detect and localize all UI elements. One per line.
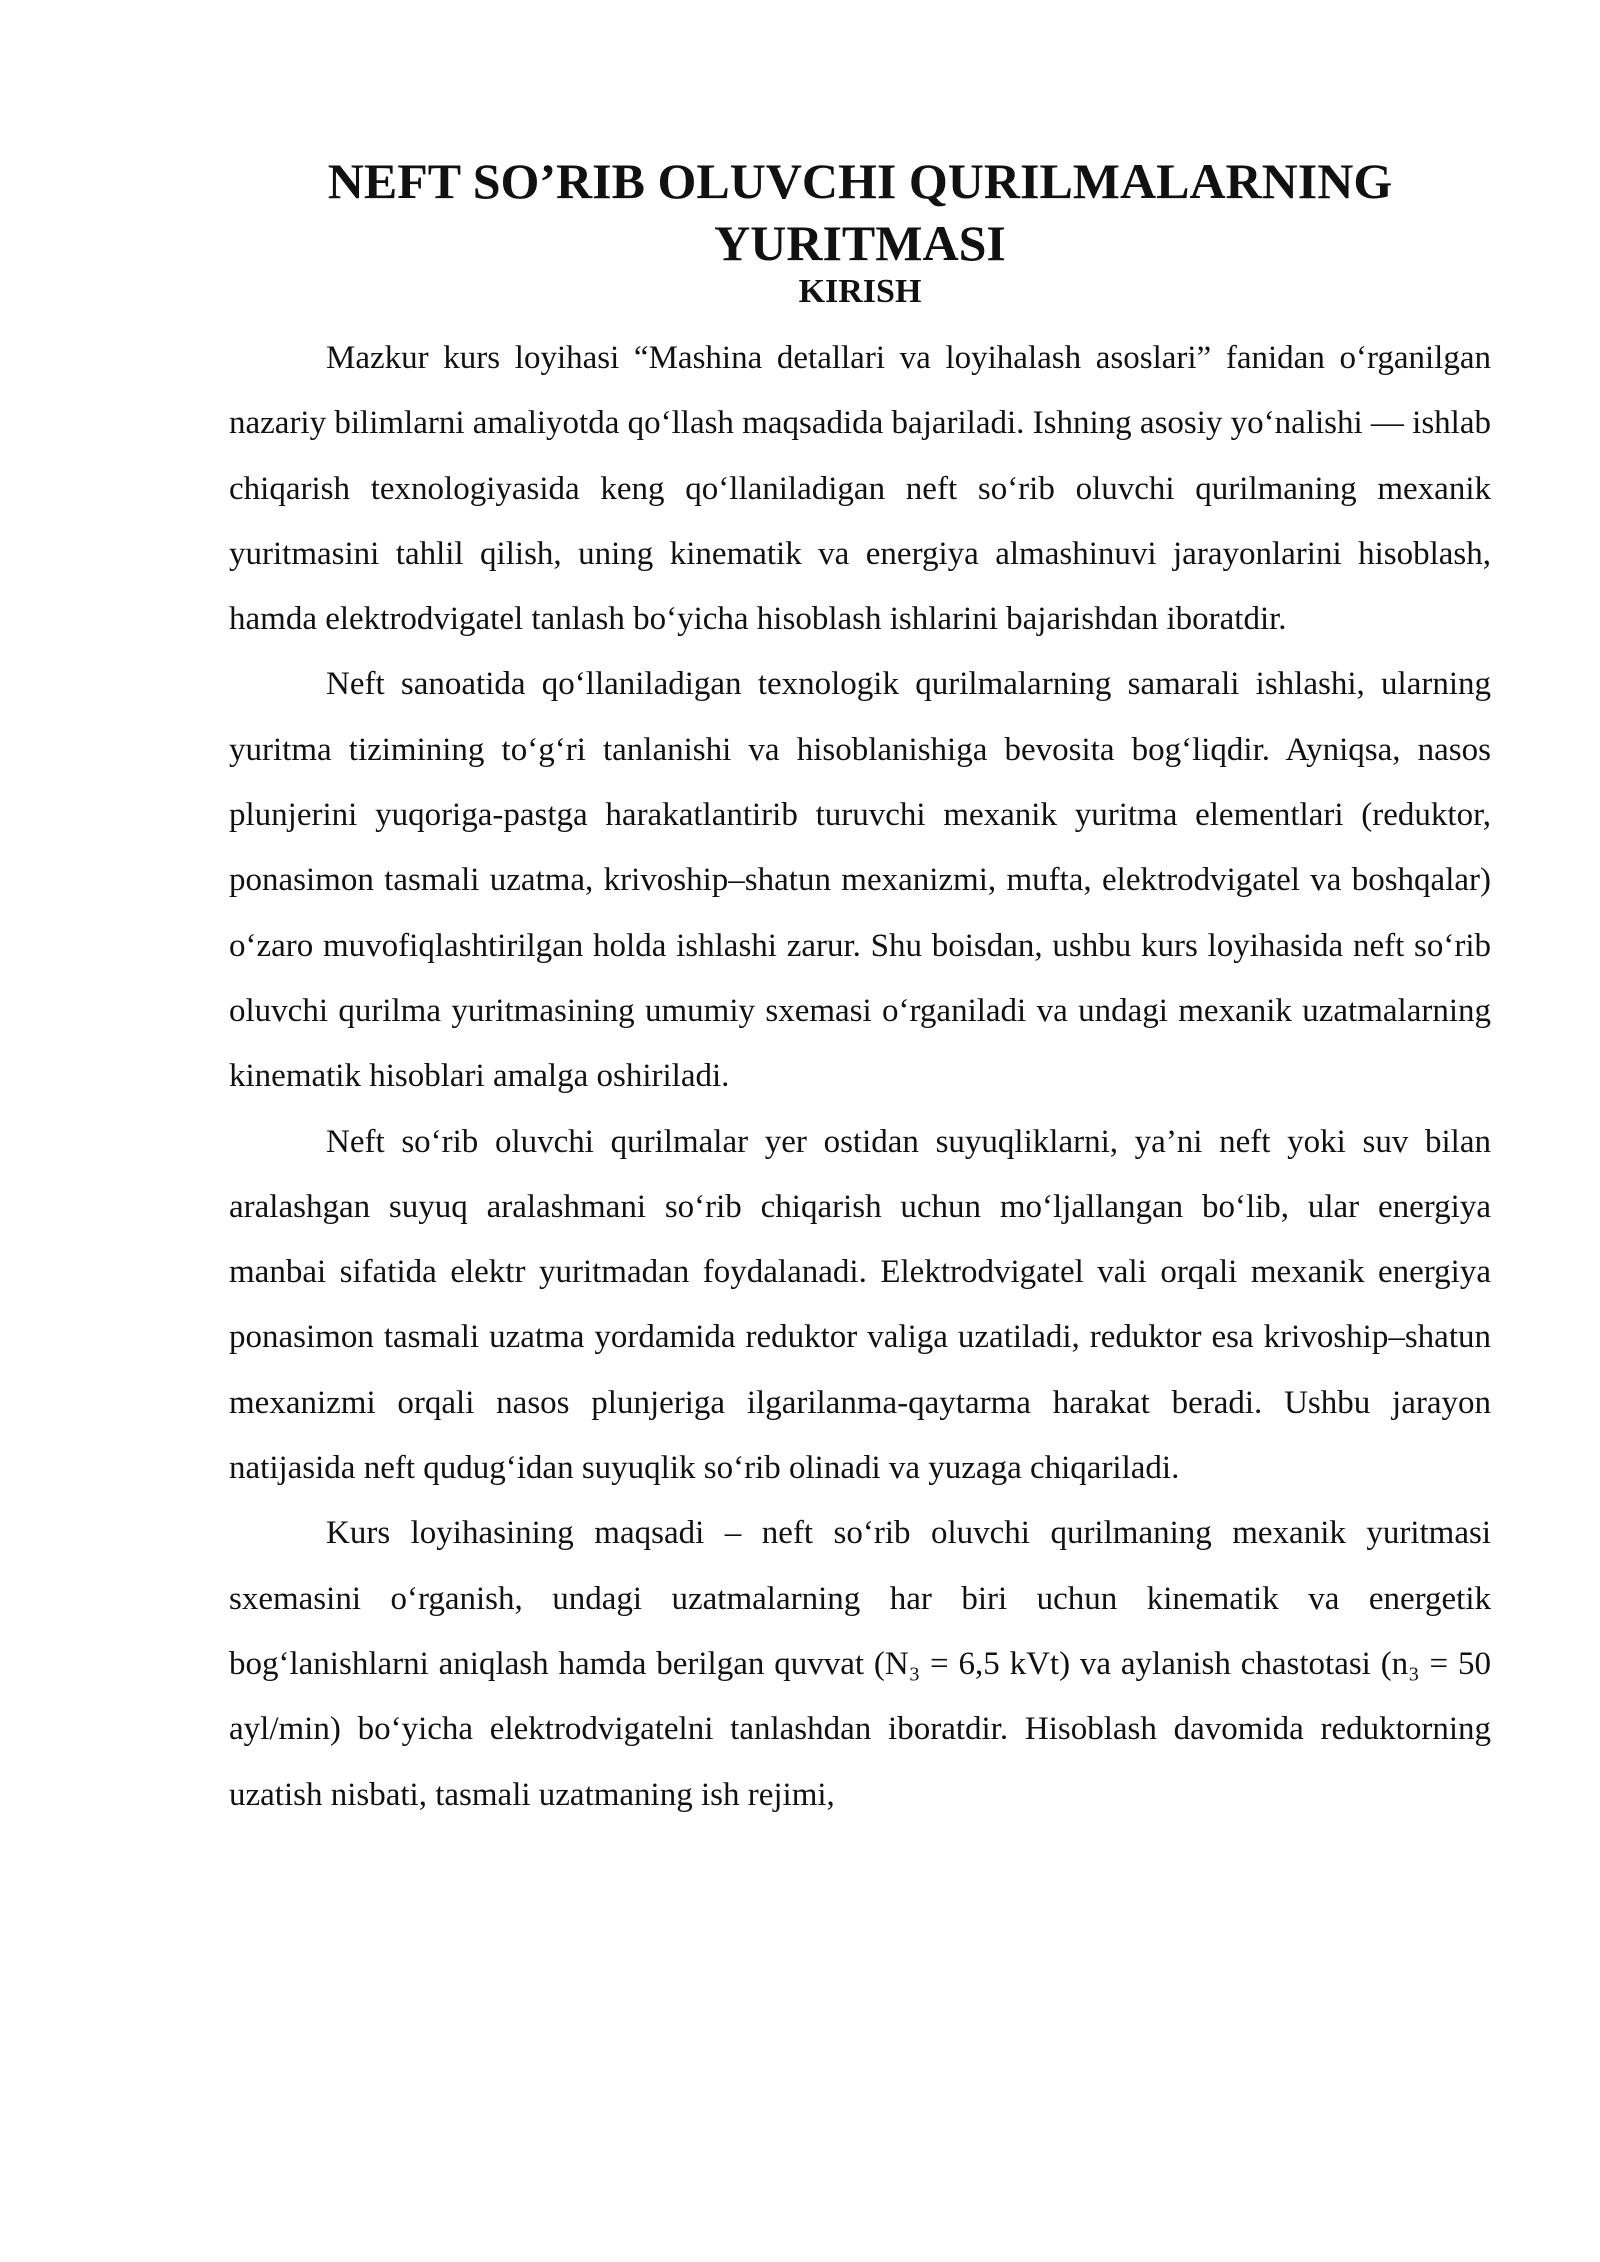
paragraph-4: Kurs loyihasining maqsadi – neft so‘rib oluvchi qurilmaning mexanik yuritmasi sxemasini o‘rganish, undagi uzatmalarning har biri uchun kinematik va energetik bog‘lanishlarni aniqlash hamda berilgan quvvat (N₃ = 6,5 kVt) va aylanish chastotasi (n₃ = 50 ayl/min) bo‘yicha elektrodvigatelni tanlashdan iboratdir. Hisoblash davomida reduktorning uzatish nisbati, tasmali uzatmaning ish rejimi, [229,1515,1491,1813]
paragraph-3: Neft so‘rib oluvchi qurilmalar yer ostidan suyuqliklarni, ya’ni neft yoki suv bilan aralashgan suyuq aralashmani so‘rib chiqarish uchun mo‘ljallangan bo‘lib, ular energiya manbai sifatida elektr yuritmadan foydalanadi. Elektrodvigatel vali orqali mexanik energiya ponasimon tasmali uzatma yordamida reduktor valiga uzatiladi, reduktor esa krivoship–shatun mexanizmi orqali nasos plunjeriga ilgarilanma-qaytarma harakat beradi. Ushbu jarayon natijasida neft qudug‘idan suyuqlik so‘rib olinadi va yuzaga chiqariladi. [229,1123,1491,1487]
section-heading: KIRISH [798,273,922,310]
document-title: NEFT SO’RIB OLUVCHI QURILMALARNING YURITMASI [327,153,1393,271]
paragraph-2: Neft sanoatida qo‘llaniladigan texnologik qurilmalarning samarali ishlashi, ularning yuritma tizimining to‘g‘ri tanlanishi va hisoblanishiga bevosita bog‘liqdir. Ayniqsa, nasos plunjerini yuqoriga-pastga harakatlantirib turuvchi mexanik yuritma elementlari (reduktor, ponasimon tasmali uzatma, krivoship–shatun mexanizmi, mufta, elektrodvigatel va boshqalar) o‘zaro muvofiqlashtirilgan holda ishlashi zarur. Shu boisdan, ushbu kurs loyihasida neft so‘rib oluvchi qurilma yuritmasining umumiy sxemasi o‘rganiladi va undagi mexanik uzatmalarning kinematik hisoblari amalga oshiriladi. [229,666,1491,1095]
document-body [229,326,1491,1828]
document-page [229,150,1491,1828]
paragraph-1: Mazkur kurs loyihasi “Mashina detallari va loyihalash asoslari” fanidan o‘rganilgan nazariy bilimlarni amaliyotda qo‘llash maqsadida bajariladi. Ishning asosiy yo‘nalishi — ishlab chiqarish texnologiyasida keng qo‘llaniladigan neft so‘rib oluvchi qurilmaning mexanik yuritmasini tahlil qilish, uning kinematik va energiya almashinuvi jarayonlarini hisoblash, hamda elektrodvigatel tanlash bo‘yicha hisoblash ishlarini bajarishdan iboratdir. [229,340,1491,638]
